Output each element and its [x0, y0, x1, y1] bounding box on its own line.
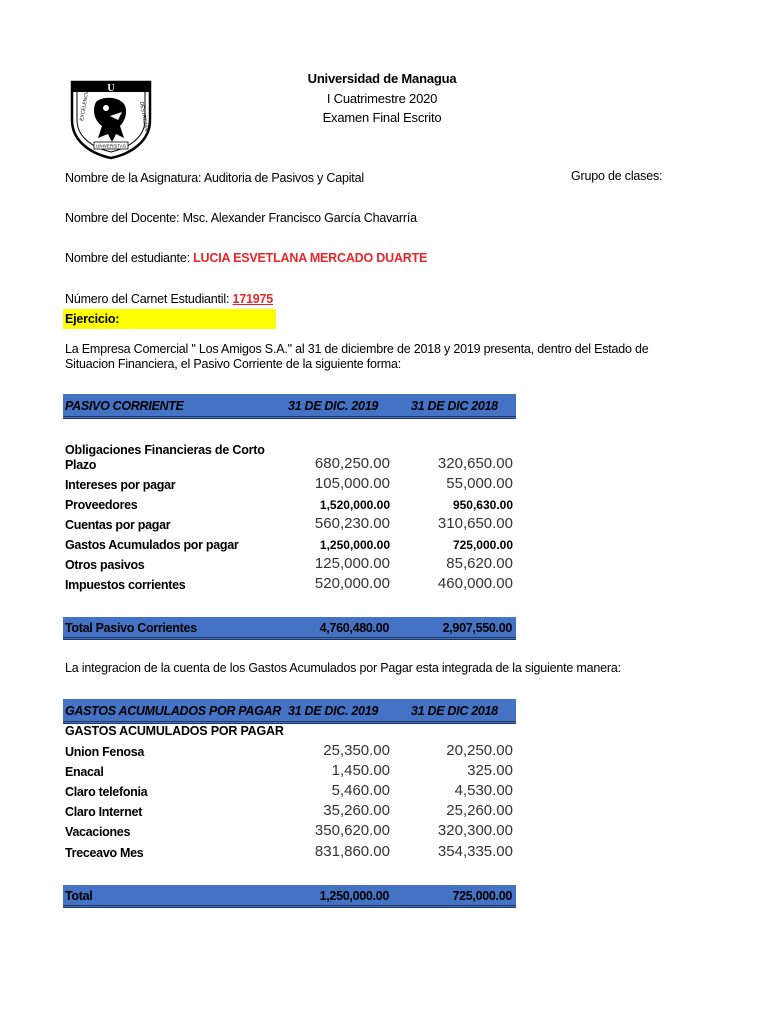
table2-header-col1: GASTOS ACUMULADOS POR PAGAR [65, 704, 281, 718]
subject-label: Nombre de la Asignatura: Auditoria de Pasivos y Capital [65, 171, 364, 185]
table2-header-col2: 31 DE DIC. 2019 [288, 704, 378, 718]
row-value-2019: 680,250.00 [314, 455, 390, 472]
row-value-2018: 950,630.00 [452, 498, 513, 512]
row-value-2018: 725,000.00 [452, 538, 513, 552]
row-value-2018: 4,530.00 [454, 782, 513, 799]
table2-total-row [63, 885, 516, 908]
table1-total-row [63, 617, 516, 640]
row-name: Proveedores [65, 498, 138, 512]
student-label: Nombre del estudiante: [65, 251, 194, 265]
row-value-2018: 320,300.00 [437, 822, 513, 839]
teacher-label: Nombre del Docente: Msc. Alexander Francisco García Chavarría [65, 211, 417, 225]
group-label: Grupo de clases: [571, 169, 663, 183]
row-value-2018: 85,620.00 [446, 555, 513, 572]
table1-header-col1: PASIVO CORRIENTE [65, 399, 184, 413]
intro-line-1: La Empresa Comercial " Los Amigos S.A." al 31 de diciembre de 2018 y 2019 presenta, dentro del Estado de [65, 342, 649, 356]
row-name: Gastos Acumulados por pagar [65, 538, 239, 552]
table2-header [63, 699, 516, 724]
row-value-2018: 460,000.00 [437, 575, 513, 592]
table-row [65, 555, 517, 575]
row-name: Otros pasivos [65, 558, 145, 572]
table-row [65, 575, 517, 595]
total-value-2018: 725,000.00 [452, 889, 512, 903]
row-name: Union Fenosa [65, 745, 145, 759]
total-label: Total [65, 889, 93, 903]
table1-first-row-line1: Obligaciones Financieras de Corto [65, 443, 265, 457]
row-value-2019: 105,000.00 [314, 475, 390, 492]
table-row [65, 475, 517, 495]
table-row [65, 495, 517, 515]
row-value-2019: 560,230.00 [314, 515, 390, 532]
term-title: I Cuatrimestre 2020 [326, 91, 438, 106]
university-title: Universidad de Managua [307, 71, 457, 86]
table-row [65, 742, 517, 762]
table-row [65, 762, 517, 782]
row-name: Claro telefonia [65, 785, 148, 799]
row-value-2019: 125,000.00 [314, 555, 390, 572]
row-name: Plazo [65, 458, 97, 472]
table-row [65, 802, 517, 822]
row-value-2019: 5,460.00 [331, 782, 390, 799]
svg-text:U: U [107, 83, 115, 94]
table-row [65, 782, 517, 802]
student-line [65, 251, 427, 265]
row-value-2018: 55,000.00 [446, 475, 513, 492]
row-value-2019: 1,520,000.00 [319, 498, 390, 512]
row-name: Intereses por pagar [65, 478, 176, 492]
row-name: Treceavo Mes [65, 846, 144, 860]
row-value-2018: 354,335.00 [437, 843, 513, 860]
row-value-2018: 25,260.00 [446, 802, 513, 819]
total-value-2018: 2,907,550.00 [442, 621, 512, 635]
table1-header-col3: 31 DE DIC 2018 [411, 399, 498, 413]
carnet-value: 171975 [232, 292, 274, 306]
integration-text: La integracion de la cuenta de los Gastos Acumulados por Pagar esta integrada de la siguiente manera: [65, 661, 621, 675]
row-value-2018: 325.00 [467, 762, 513, 779]
total-label: Total Pasivo Corrientes [65, 621, 197, 635]
row-name: Cuentas por pagar [65, 518, 171, 532]
row-name: Impuestos corrientes [65, 578, 186, 592]
row-value-2019: 1,250,000.00 [319, 538, 390, 552]
table1-header [63, 394, 516, 419]
table-row [65, 535, 517, 555]
table-row [65, 843, 517, 863]
row-value-2019: 831,860.00 [314, 843, 390, 860]
university-logo [68, 76, 154, 160]
row-value-2018: 20,250.00 [446, 742, 513, 759]
carnet-line [65, 292, 273, 306]
row-value-2019: 350,620.00 [314, 822, 390, 839]
row-value-2019: 1,450.00 [331, 762, 390, 779]
row-value-2018: 310,650.00 [437, 515, 513, 532]
total-value-2019: 4,760,480.00 [319, 621, 389, 635]
carnet-label: Número del Carnet Estudiantil: [65, 292, 233, 306]
table-row [65, 822, 517, 842]
row-name: Claro Internet [65, 805, 143, 819]
table2-subtitle: GASTOS ACUMULADOS POR PAGAR [65, 724, 284, 738]
student-name: LUCIA ESVETLANA MERCADO DUARTE [193, 251, 428, 265]
row-name: Vacaciones [65, 825, 131, 839]
exam-title: Examen Final Escrito [322, 110, 442, 125]
table2-header-col3: 31 DE DIC 2018 [411, 704, 498, 718]
row-value-2019: 25,350.00 [323, 742, 390, 759]
row-value-2019: 35,260.00 [323, 802, 390, 819]
row-value-2019: 520,000.00 [314, 575, 390, 592]
table-row [65, 515, 517, 535]
svg-text:UNIVERSITAS: UNIVERSITAS [96, 143, 126, 149]
intro-line-2: Situacion Financiera, el Pasivo Corriente de la siguiente forma: [65, 357, 401, 371]
table1-header-col2: 31 DE DIC. 2019 [288, 399, 378, 413]
table-row [65, 455, 517, 475]
exercise-label: Ejercicio: [65, 312, 120, 326]
total-value-2019: 1,250,000.00 [319, 889, 389, 903]
row-value-2018: 320,650.00 [437, 455, 513, 472]
svg-text:EXCELENCIA: EXCELENCIA [79, 89, 91, 122]
row-name: Enacal [65, 765, 104, 779]
svg-text:DESTREZAS: DESTREZAS [138, 101, 150, 132]
